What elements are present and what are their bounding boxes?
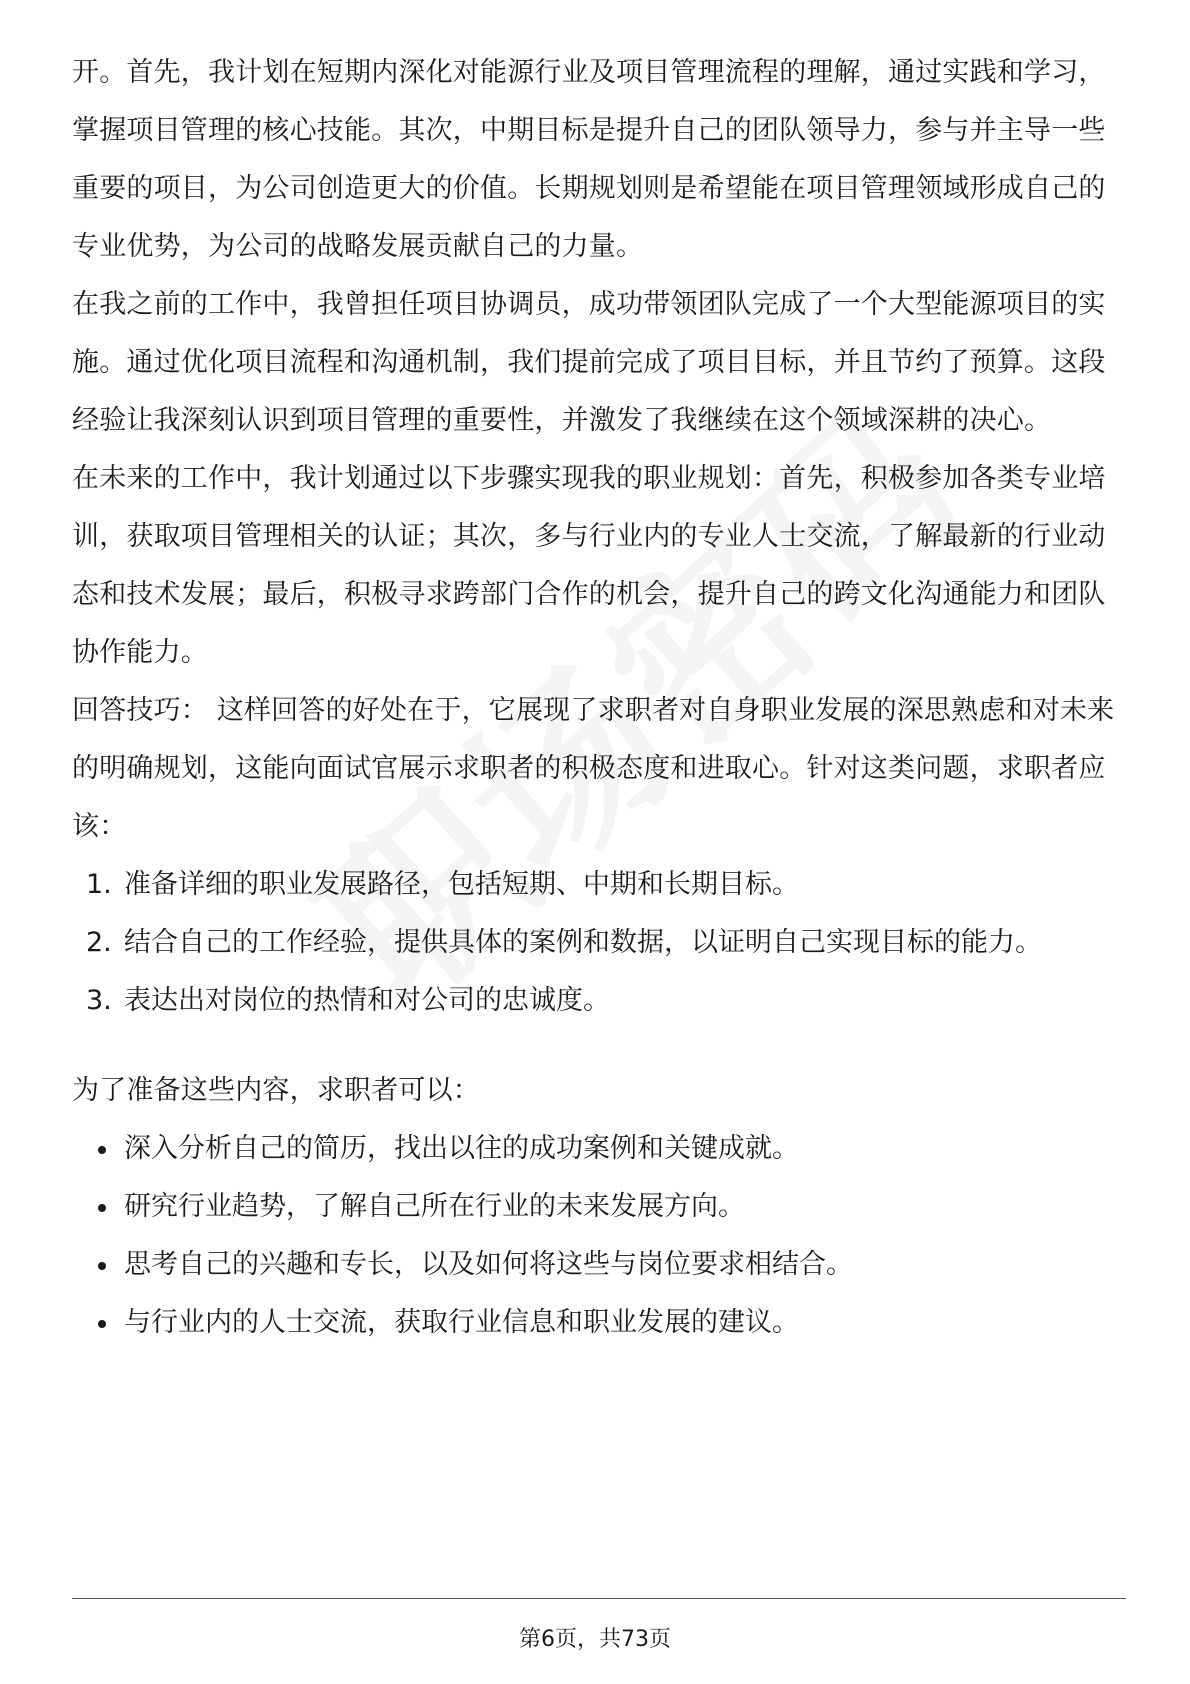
- list-item-text: 研究行业趋势，了解自己所在行业的未来发展方向。: [124, 1191, 745, 1222]
- list-item-text: 与行业内的人士交流，获取行业信息和职业发展的建议。: [124, 1307, 799, 1338]
- list-item: [72, 1294, 1132, 1352]
- bullet-icon: [98, 1146, 106, 1154]
- page-number: 第6页，共73页: [519, 1627, 671, 1652]
- document-body: [72, 44, 1132, 1352]
- paragraph-answer-tips: 回答技巧： 这样回答的好处在于，它展现了求职者对自身职业发展的深思熟虑和对未来的明确规划，这能向面试官展示求职者的积极态度和进取心。针对这类问题，求职者应该：: [72, 695, 1115, 842]
- bullet-icon: [98, 1262, 106, 1270]
- list-number: 1.: [86, 869, 112, 900]
- list-item-text: 准备详细的职业发展路径，包括短期、中期和长期目标。: [124, 869, 799, 900]
- paragraph-past-experience: 在我之前的工作中，我曾担任项目协调员，成功带领团队完成了一个大型能源项目的实施。通过优化项目流程和沟通机制，我们提前完成了项目目标，并且节约了预算。这段经验让我深刻认识到项目管理的重要性，并激发了我继续在这个领域深耕的决心。: [72, 289, 1106, 436]
- paragraph-preparation: 为了准备这些内容，求职者可以：: [72, 1075, 480, 1106]
- numbered-list: [72, 856, 1132, 1030]
- list-item: [72, 1178, 1132, 1236]
- list-number: 3.: [86, 985, 112, 1016]
- list-item-text: 深入分析自己的简历，找出以往的成功案例和关键成就。: [124, 1133, 799, 1164]
- list-item-text: 结合自己的工作经验，提供具体的案例和数据，以证明自己实现目标的能力。: [124, 927, 1042, 958]
- list-item: [72, 856, 1132, 914]
- list-item: [72, 1120, 1132, 1178]
- bullet-list: [72, 1120, 1132, 1352]
- list-item: [72, 972, 1132, 1030]
- list-item: [72, 914, 1132, 972]
- list-number: 2.: [86, 927, 112, 958]
- list-item: [72, 1236, 1132, 1294]
- list-item-text: 思考自己的兴趣和专长，以及如何将这些与岗位要求相结合。: [124, 1249, 853, 1280]
- bullet-icon: [98, 1320, 106, 1328]
- list-item-text: 表达出对岗位的热情和对公司的忠诚度。: [124, 985, 610, 1016]
- paragraph-future-steps: 在未来的工作中，我计划通过以下步骤实现我的职业规划：首先，积极参加各类专业培训，获取项目管理相关的认证；其次，多与行业内的专业人士交流，了解最新的行业动态和技术发展；最后，积极寻求跨部门合作的机会，提升自己的跨文化沟通能力和团队协作能力。: [72, 463, 1106, 668]
- footer-divider: [72, 1598, 1126, 1599]
- bullet-icon: [98, 1204, 106, 1212]
- paragraph-career-goals: 开。首先，我计划在短期内深化对能源行业及项目管理流程的理解，通过实践和学习，掌握项目管理的核心技能。其次，中期目标是提升自己的团队领导力，参与并主导一些重要的项目，为公司创造更大的价值。长期规划则是希望能在项目管理领域形成自己的专业优势，为公司的战略发展贡献自己的力量。: [72, 57, 1106, 262]
